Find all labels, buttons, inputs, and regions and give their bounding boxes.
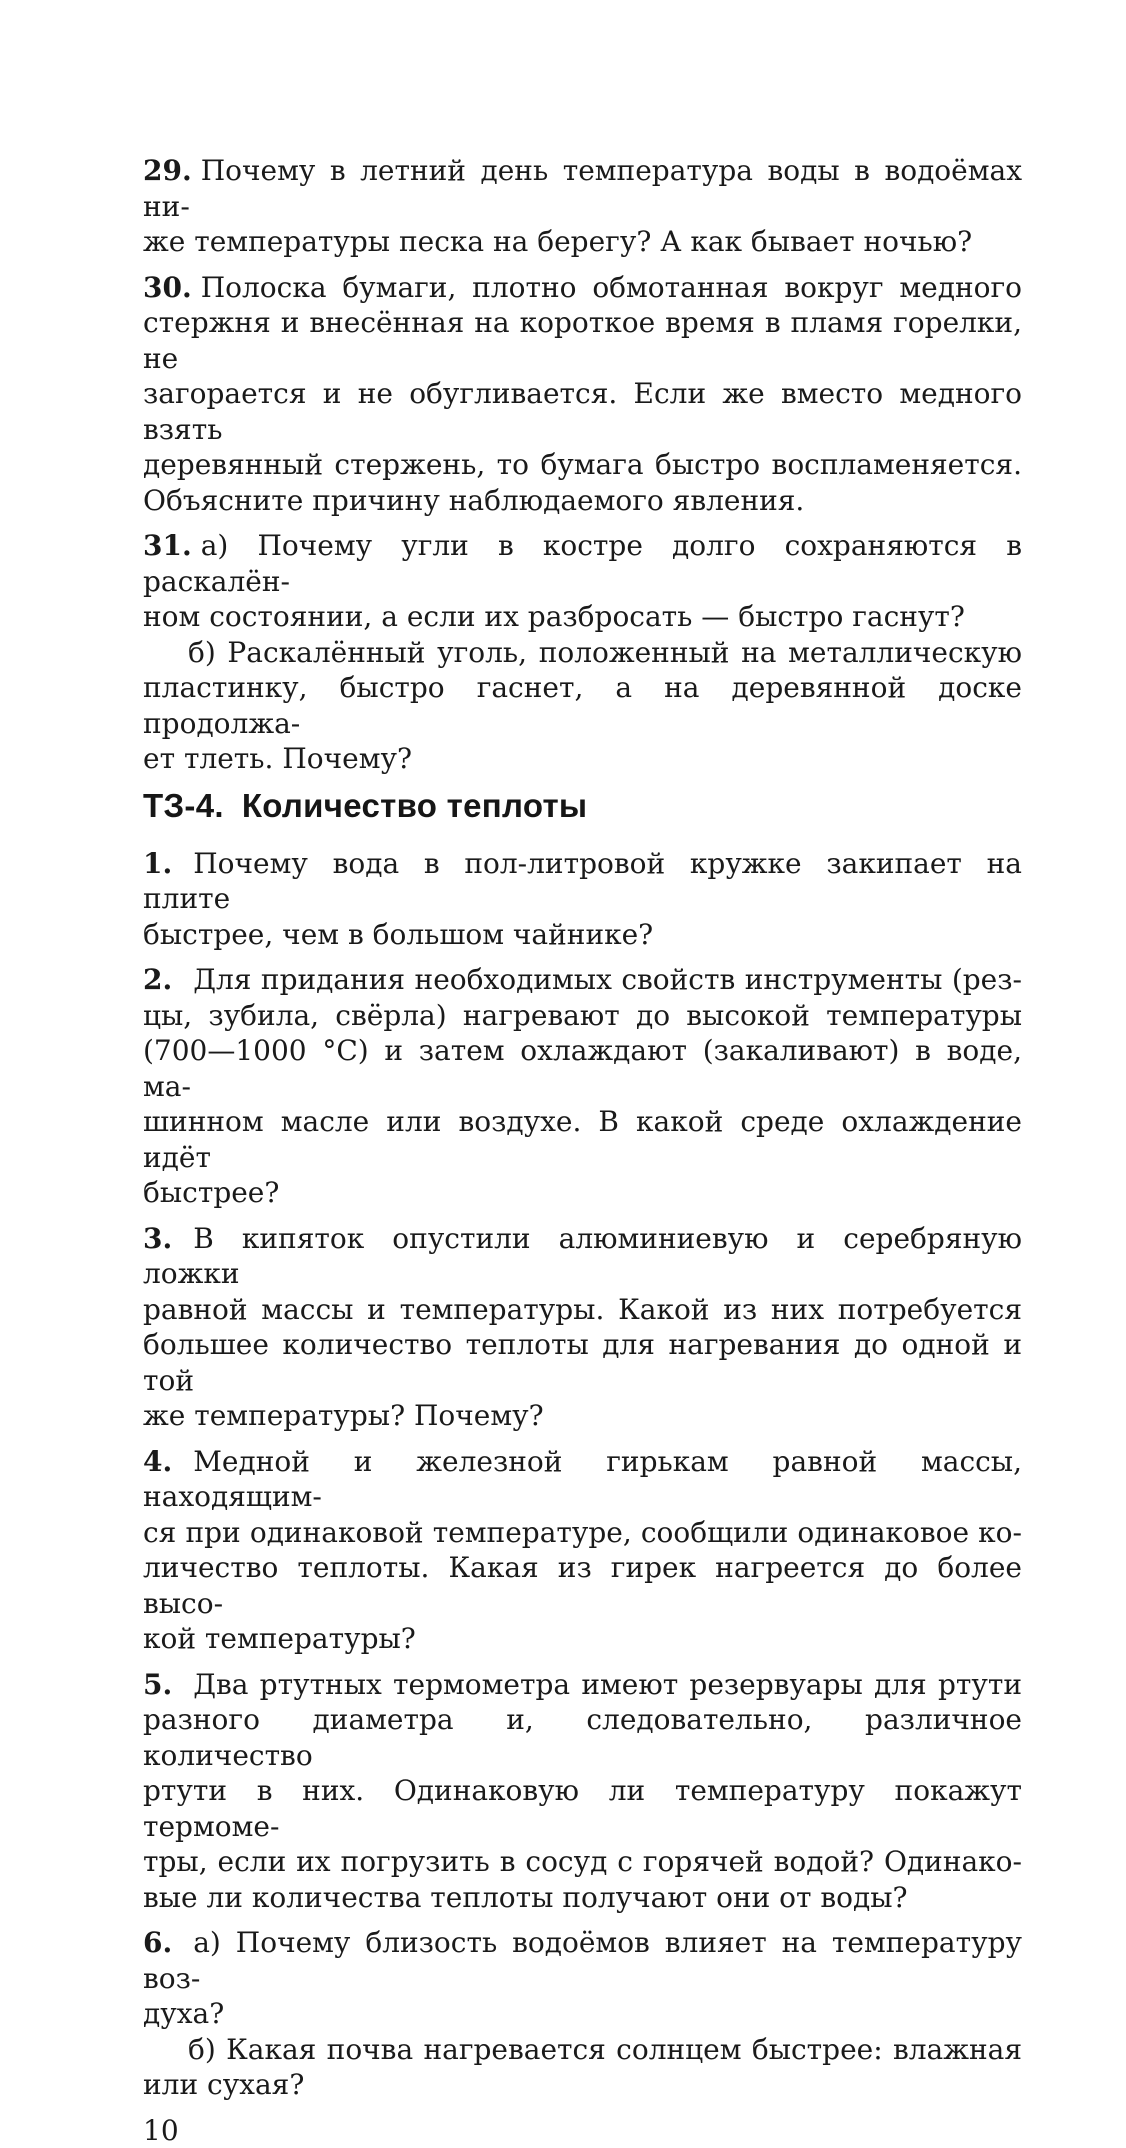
text-line [143, 741, 1022, 777]
text-line [143, 1104, 1022, 1175]
problem-number: 4. [143, 1445, 172, 1478]
line-text: же температуры? Почему? [143, 1399, 544, 1432]
text-line [143, 1925, 1022, 1996]
line-text: а) Почему угли в костре долго сохраняются в раскалён- [143, 529, 1022, 598]
text-line [143, 635, 1022, 671]
text-line [143, 1550, 1022, 1621]
line-text: загорается и не обугливается. Если же вместо медного взять [143, 377, 1022, 446]
line-text: быстрее, чем в большом чайнике? [143, 918, 653, 951]
problem-number: 30. [143, 271, 192, 304]
text-line [143, 153, 1022, 224]
line-text: шинном масле или воздухе. В какой среде охлаждение идёт [143, 1105, 1022, 1174]
line-text: (700—1000 °С) и затем охлаждают (закаливают) в воде, ма- [143, 1034, 1022, 1103]
text-line [143, 670, 1022, 741]
problem-number: 1. [143, 847, 172, 880]
line-text: тры, если их погрузить в сосуд с горячей водой? Одинако- [143, 1845, 1022, 1878]
line-text: личество теплоты. Какая из гирек нагреется до более высо- [143, 1551, 1022, 1620]
text-line [143, 846, 1022, 917]
line-text: ртути в них. Одинаковую ли температуру покажут термоме- [143, 1774, 1022, 1843]
line-text: же температуры песка на берегу? А как бывает ночью? [143, 225, 972, 258]
section-heading [143, 787, 1022, 825]
text-line [143, 2067, 1022, 2103]
line-text: В кипяток опустили алюминиевую и серебряную ложки [143, 1222, 1022, 1291]
line-text: Полоска бумаги, плотно обмотанная вокруг медного [201, 271, 1022, 304]
line-text: ном состоянии, а если их разбросать — быстро гаснут? [143, 600, 965, 633]
line-text: ет тлеть. Почему? [143, 742, 412, 775]
text-line [143, 1702, 1022, 1773]
line-text: или сухая? [143, 2068, 304, 2101]
text-line [143, 1621, 1022, 1657]
line-text: кой температуры? [143, 1622, 416, 1655]
line-text: стержня и внесённая на короткое время в пламя горелки, не [143, 306, 1022, 375]
text-line [143, 2032, 1022, 2068]
problem-number: 5. [143, 1668, 172, 1701]
text-line [143, 1033, 1022, 1104]
text-line [143, 305, 1022, 376]
line-text: равной массы и температуры. Какой из них потребуется [143, 1293, 1022, 1326]
problem-number: 2. [143, 963, 172, 996]
text-line [143, 528, 1022, 599]
problem-29 [143, 153, 1022, 260]
line-text: пластинку, быстро гаснет, а на деревянной доске продолжа- [143, 671, 1022, 740]
text-line [143, 1996, 1022, 2032]
line-text: разного диаметра и, следовательно, различное количество [143, 1703, 1022, 1772]
text-line [143, 1773, 1022, 1844]
line-text: б) Раскалённый уголь, положенный на металлическую [188, 636, 1022, 669]
text-line [143, 1444, 1022, 1515]
text-line [143, 1327, 1022, 1398]
text-line [143, 599, 1022, 635]
text-line [143, 1292, 1022, 1328]
problem-5 [143, 1667, 1022, 1916]
text-line [143, 1221, 1022, 1292]
text-line [143, 1398, 1022, 1434]
line-text: Почему вода в пол-литровой кружке закипает на плите [143, 847, 1022, 916]
line-text: Два ртутных термометра имеют резервуары для ртути [193, 1668, 1022, 1701]
line-text: духа? [143, 1997, 224, 2030]
problem-1 [143, 846, 1022, 953]
section-heading-number: ТЗ-4. [143, 787, 224, 824]
problem-number: 6. [143, 1926, 172, 1959]
problem-number: 29. [143, 154, 192, 187]
text-line [143, 376, 1022, 447]
line-text: Объясните причину наблюдаемого явления. [143, 484, 804, 517]
line-text: б) Какая почва нагревается солнцем быстрее: влажная [188, 2033, 1022, 2066]
problem-2 [143, 962, 1022, 1211]
text-line [143, 1515, 1022, 1551]
section-heading-title: Количество теплоты [242, 787, 588, 824]
line-text: ся при одинаковой температуре, сообщили одинаковое ко- [143, 1516, 1022, 1549]
text-line [143, 917, 1022, 953]
line-text: деревянный стержень, то бумага быстро воспламеняется. [143, 448, 1022, 481]
text-line [143, 483, 1022, 519]
problem-3 [143, 1221, 1022, 1434]
text-line [143, 224, 1022, 260]
line-text: вые ли количества теплоты получают они от воды? [143, 1881, 908, 1914]
problem-number: 3. [143, 1222, 172, 1255]
line-text: Почему в летний день температура воды в водоёмах ни- [143, 154, 1022, 223]
text-line [143, 270, 1022, 306]
line-text: а) Почему близость водоёмов влияет на температуру воз- [143, 1926, 1022, 1995]
line-text: большее количество теплоты для нагревания до одной и той [143, 1328, 1022, 1397]
text-line [143, 1880, 1022, 1916]
page-number: 10 [143, 2113, 1022, 2148]
line-text: цы, зубила, свёрла) нагревают до высокой температуры [143, 999, 1022, 1032]
line-text: Медной и железной гирькам равной массы, находящим- [143, 1445, 1022, 1514]
problem-6 [143, 1925, 1022, 2103]
problem-30 [143, 270, 1022, 519]
line-text: быстрее? [143, 1176, 279, 1209]
text-line [143, 1667, 1022, 1703]
problem-31 [143, 528, 1022, 777]
text-line [143, 1844, 1022, 1880]
text-line [143, 447, 1022, 483]
line-text: Для придания необходимых свойств инструменты (рез- [193, 963, 1022, 996]
text-line [143, 998, 1022, 1034]
text-line [143, 962, 1022, 998]
problem-number: 31. [143, 529, 192, 562]
text-line [143, 1175, 1022, 1211]
problem-4 [143, 1444, 1022, 1657]
